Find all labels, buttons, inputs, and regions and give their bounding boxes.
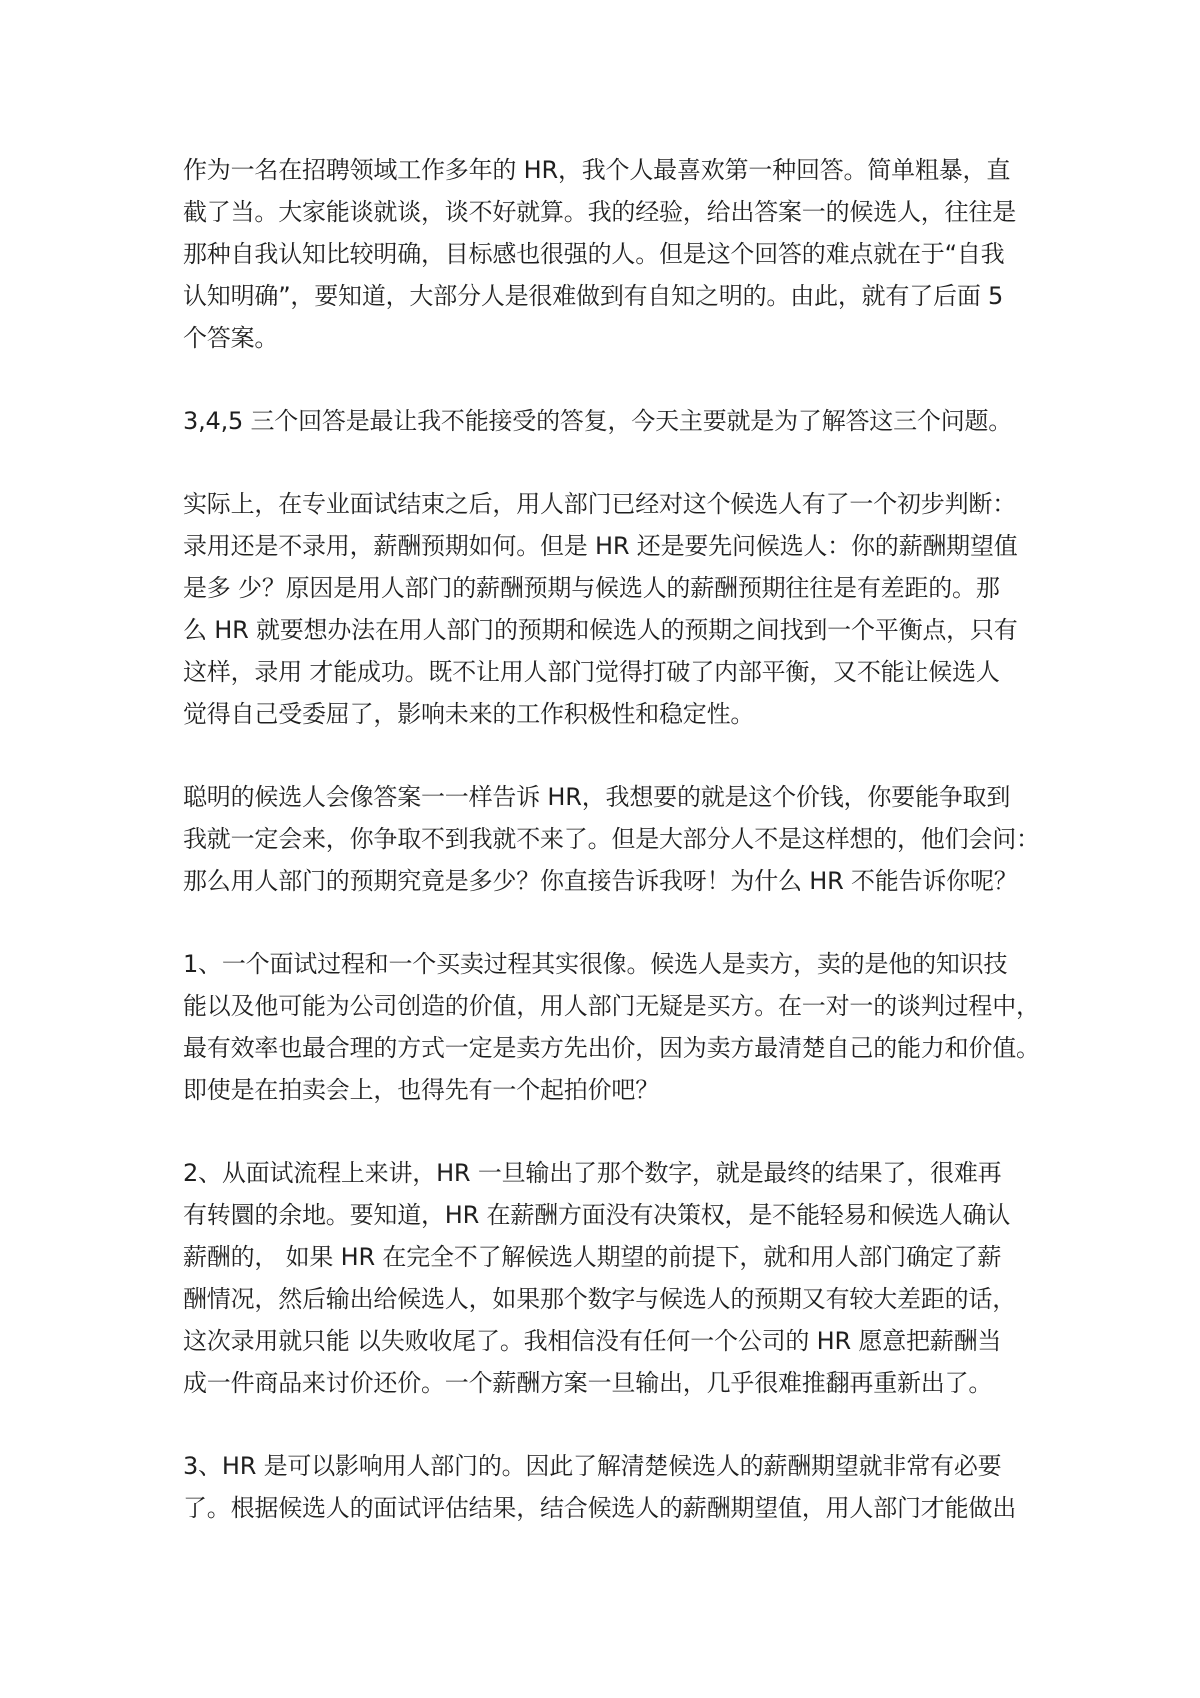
text-line: 截了当。大家能谈就谈，谈不好就算。我的经验，给出答案一的候选人，往往是 <box>183 198 1016 226</box>
text-line: 薪酬的， 如果 HR 在完全不了解候选人期望的前提下，就和用人部门确定了薪 <box>183 1243 1002 1271</box>
paragraph-answers-345 <box>183 400 1043 442</box>
paragraph-point-3 <box>183 1445 1043 1529</box>
text-line: 这次录用就只能 以失败收尾了。我相信没有任何一个公司的 HR 愿意把薪酬当 <box>183 1327 1002 1355</box>
text-line: 是多 少？原因是用人部门的薪酬预期与候选人的薪酬预期往往是有差距的。那 <box>183 574 1000 602</box>
text-line: 成一件商品来讨价还价。一个薪酬方案一旦输出，几乎很难推翻再重新出了。 <box>183 1369 993 1397</box>
text-line: 那么用人部门的预期究竟是多少？你直接告诉我呀！为什么 HR 不能告诉你呢？ <box>183 867 1018 895</box>
text-line: 么 HR 就要想办法在用人部门的预期和候选人的预期之间找到一个平衡点，只有 <box>183 616 1018 644</box>
paragraph-hr-preference <box>183 149 1043 359</box>
text-line: 2、从面试流程上来讲，HR 一旦输出了那个数字，就是最终的结果了，很难再 <box>183 1159 1002 1187</box>
text-line: 最有效率也最合理的方式一定是卖方先出价，因为卖方最清楚自己的能力和价值。 <box>183 1034 1040 1062</box>
text-line: 有转圜的余地。要知道，HR 在薪酬方面没有决策权，是不能轻易和候选人确认 <box>183 1201 1011 1229</box>
text-line: 3、HR 是可以影响用人部门的。因此了解清楚候选人的薪酬期望就非常有必要 <box>183 1452 1002 1480</box>
paragraph-point-2 <box>183 1152 1043 1404</box>
text-line: 作为一名在招聘领域工作多年的 HR，我个人最喜欢第一种回答。简单粗暴，直 <box>183 156 1011 184</box>
text-line: 能以及他可能为公司创造的价值，用人部门无疑是买方。在一对一的谈判过程中， <box>183 992 1040 1020</box>
text-line: 录用还是不录用，薪酬预期如何。但是 HR 还是要先问候选人：你的薪酬期望值 <box>183 532 1018 560</box>
document-body <box>183 149 1043 1570</box>
text-line: 这样，录用 才能成功。既不让用人部门觉得打破了内部平衡，又不能让候选人 <box>183 658 1000 686</box>
text-line: 了。根据候选人的面试评估结果，结合候选人的薪酬期望值，用人部门才能做出 <box>183 1494 1016 1522</box>
text-line: 聪明的候选人会像答案一一样告诉 HR，我想要的就是这个价钱，你要能争取到 <box>183 783 1011 811</box>
text-line: 3,4,5 三个回答是最让我不能接受的答复，今天主要就是为了解答这三个问题。 <box>183 407 1013 435</box>
text-line: 那种自我认知比较明确，目标感也很强的人。但是这个回答的难点就在于“自我 <box>183 240 1005 268</box>
paragraph-point-1 <box>183 943 1043 1111</box>
text-line: 即使是在拍卖会上，也得先有一个起拍价吧？ <box>183 1076 659 1104</box>
text-line: 1、一个面试过程和一个买卖过程其实很像。候选人是卖方，卖的是他的知识技 <box>183 950 1008 978</box>
text-line: 酬情况，然后输出给候选人，如果那个数字与候选人的预期又有较大差距的话， <box>183 1285 1016 1313</box>
text-line: 个答案。 <box>183 324 279 352</box>
paragraph-salary-expectation <box>183 483 1043 735</box>
text-line: 认知明确”，要知道，大部分人是很难做到有自知之明的。由此，就有了后面 5 <box>183 282 1004 310</box>
text-line: 实际上，在专业面试结束之后，用人部门已经对这个候选人有了一个初步判断： <box>183 490 1016 518</box>
paragraph-smart-candidate <box>183 776 1043 902</box>
text-line: 觉得自己受委屈了，影响未来的工作积极性和稳定性。 <box>183 700 755 728</box>
text-line: 我就一定会来，你争取不到我就不来了。但是大部分人不是这样想的，他们会问： <box>183 825 1040 853</box>
